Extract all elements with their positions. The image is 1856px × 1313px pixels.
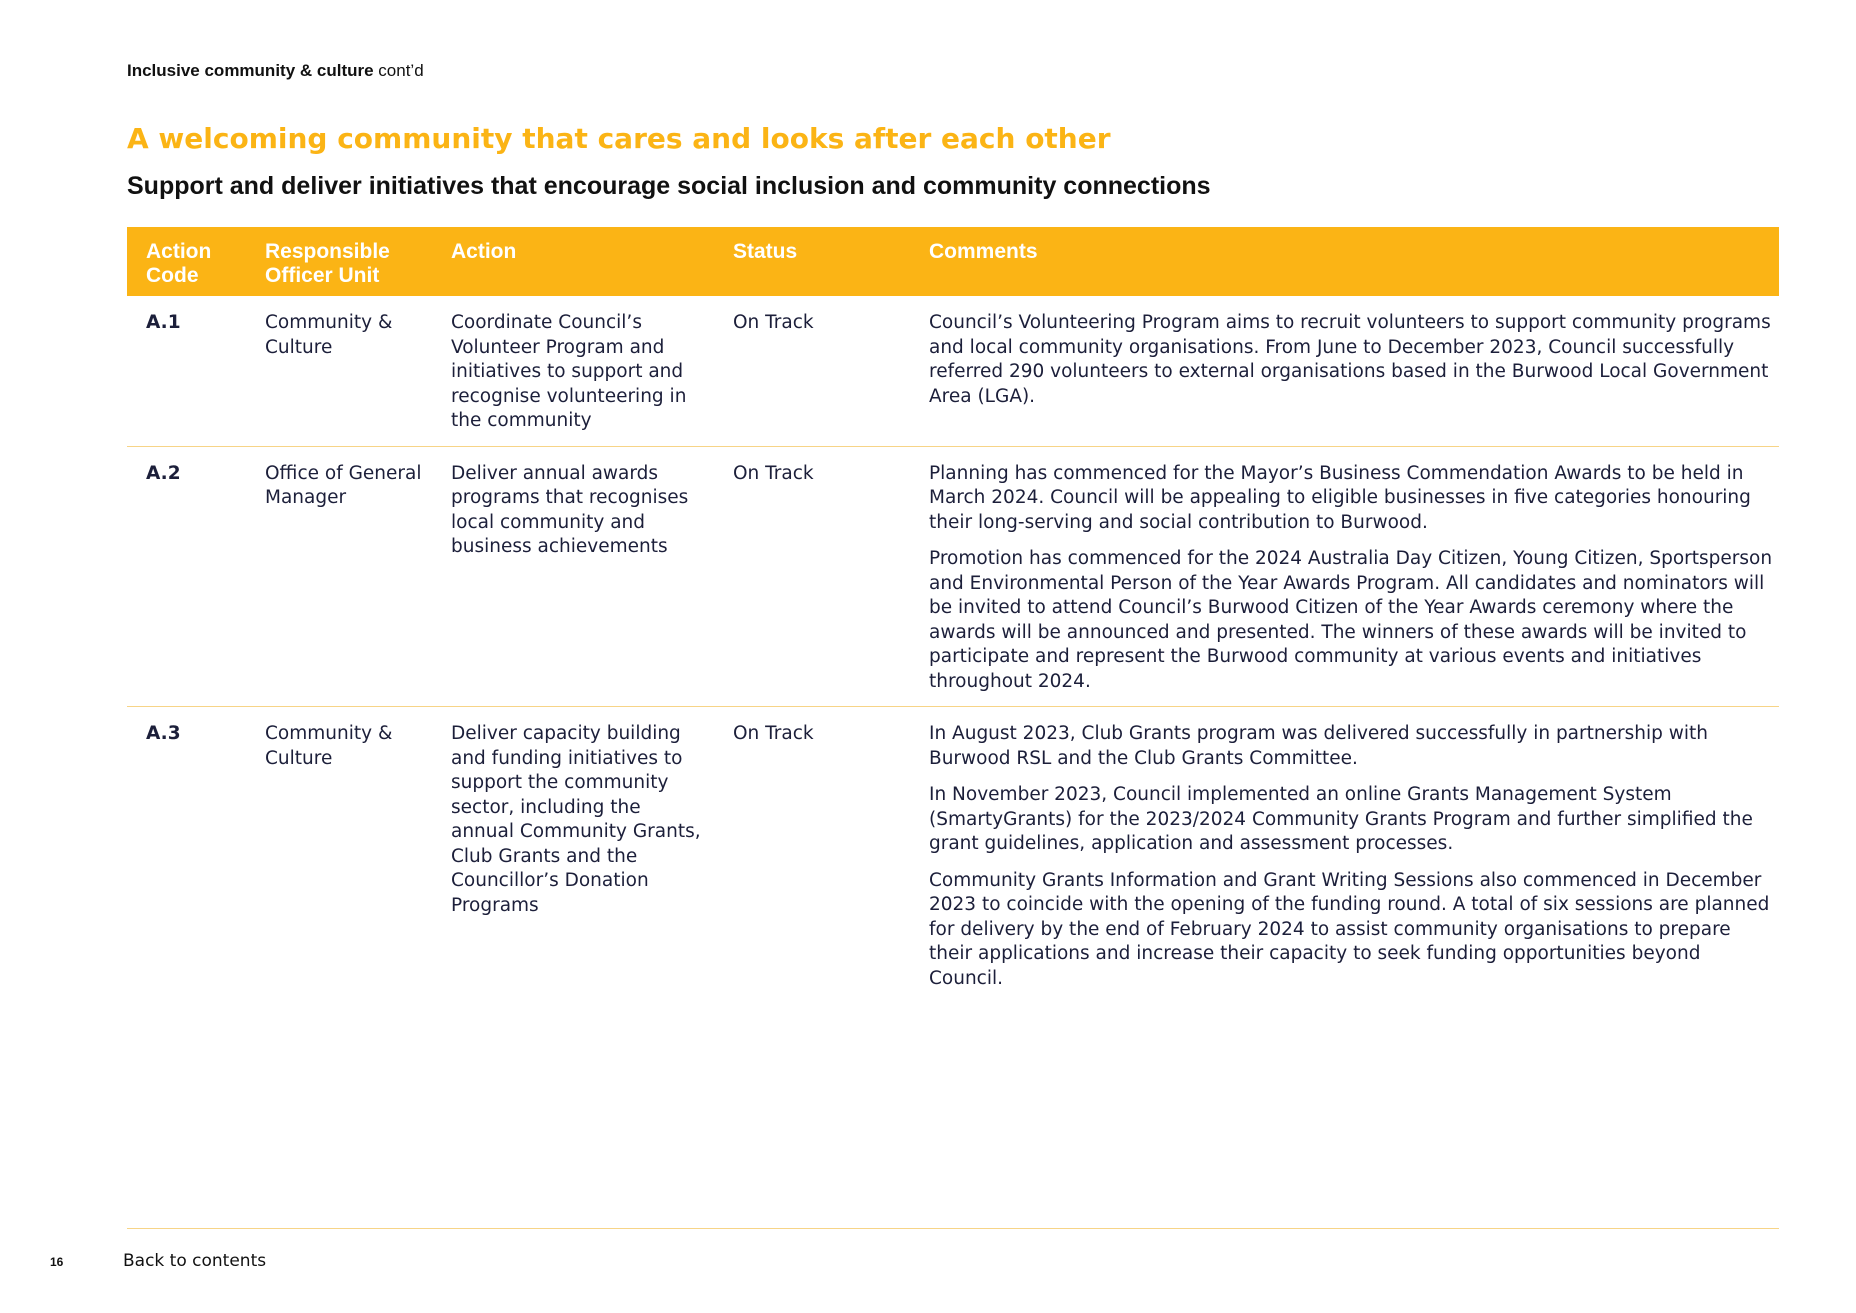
column-header-responsible-unit: Responsible Officer Unit [265,240,390,287]
comments-cell [912,707,1779,1004]
table-header-row [127,227,1779,296]
action-code-cell: A.3 [146,723,181,744]
comment-paragraph: Planning has commenced for the Mayor’s Business Commendation Awards to be held in March 2024. Council will be appealing to eligible businesses in five categories honouring their long-serving and social contribution to Burwood. [929,462,1751,533]
action-cell: Coordinate Council’s Volunteer Program and initiatives to support and recognise volunteering in the community [451,312,687,431]
footer-divider [127,1228,1779,1229]
table-row [127,446,1779,707]
action-cell: Deliver annual awards programs that recognises local community and business achievements [451,462,689,557]
table-row [127,296,1779,446]
comment-paragraph: Council’s Volunteering Program aims to recruit volunteers to support community programs and local community organisations. From June to December 2023, Council successfully referred 290 volunteers to external organisations based in the Burwood Local Government Area (LGA). [929,312,1771,407]
actions-table [127,227,1779,1003]
comment-paragraph: In November 2023, Council implemented an online Grants Management System (SmartyGrants) for the 2023/2024 Community Grants Program and further simplified the grant guidelines, application and assessment processes. [929,784,1753,854]
comment-paragraph: Promotion has commenced for the 2024 Australia Day Citizen, Young Citizen, Sportsperson and Environmental Person of the Year Awards Program. All candidates and nominators will be invited to attend Council’s Burwood Citizen of the Year Awards ceremony where the awards will be announced and presented. The winners of these awards will be invited to participate and represent the Burwood community at various events and initiatives throughout 2024. [929,548,1773,692]
responsible-unit-cell: Community & Culture [265,723,393,769]
column-header-status: Status [733,240,798,263]
comment-paragraph: Community Grants Information and Grant Writing Sessions also commenced in December 2023 to coincide with the opening of the funding round. A total of six sessions are planned for delivery by the end of February 2024 to assist community organisations to prepare their applications and increase their capacity to seek funding opportunities beyond Council. [929,869,1770,989]
running-head-suffix: cont’d [378,61,424,80]
page-number: 16 [50,1255,64,1269]
column-header-comments: Comments [929,240,1038,263]
action-code-cell: A.2 [146,462,181,484]
back-to-contents-link[interactable]: Back to contents [123,1251,267,1271]
responsible-unit-cell: Office of General Manager [265,462,422,508]
responsible-unit-cell: Community & Culture [265,312,393,358]
running-head [127,61,424,81]
comment-paragraph: In August 2023, Club Grants program was delivered successfully in partnership with Burwood RSL and the Club Grants Committee. [929,723,1708,769]
table-header [127,227,1779,296]
table-row [127,707,1779,1004]
status-cell: On Track [733,312,814,333]
status-cell: On Track [733,462,814,484]
action-cell: Deliver capacity building and funding initiatives to support the community sector, including the annual Community Grants, Club Grants and the Councillor’s Donation Programs [451,723,701,916]
column-header-action: Action [451,240,517,263]
page-heading: A welcoming community that cares and looks after each other [127,122,1111,155]
comments-cell [912,446,1779,707]
running-head-section: Inclusive community & culture [127,61,374,80]
action-code-cell: A.1 [146,312,181,333]
page-subheading: Support and deliver initiatives that encourage social inclusion and community connections [127,172,1211,200]
column-header-action-code: Action Code [146,240,212,287]
status-cell: On Track [733,723,814,744]
comments-cell [912,296,1779,446]
table-body [127,296,1779,1003]
page [50,0,1779,1313]
